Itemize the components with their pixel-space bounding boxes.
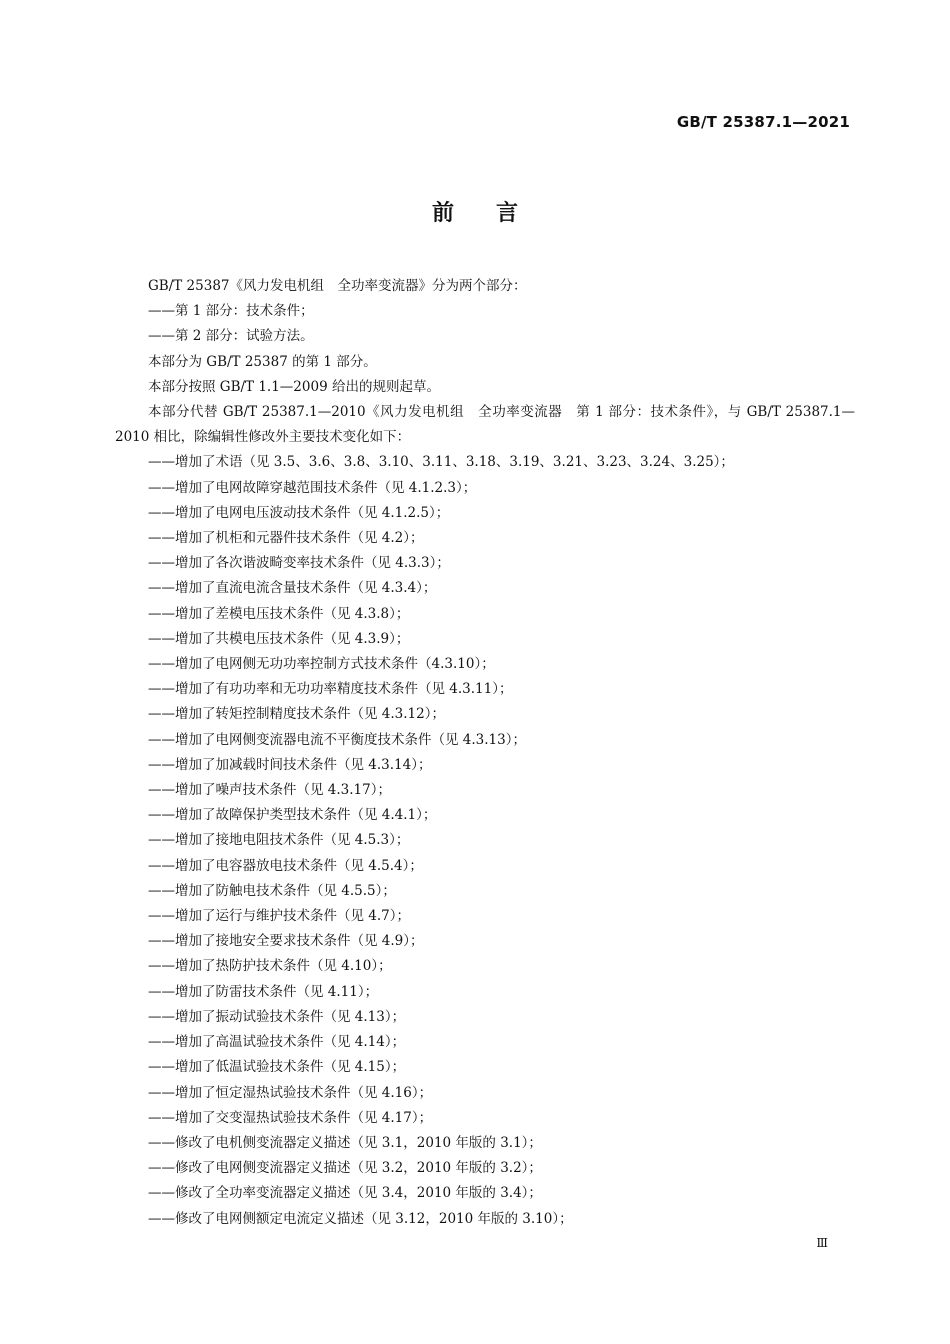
list-item: ——增加了有功功率和无功功率精度技术条件（见 4.3.11）； [148, 681, 513, 698]
list-item: ——增加了防触电技术条件（见 4.5.5）； [148, 882, 396, 899]
list-item: ——增加了机柜和元器件技术条件（见 4.2）； [148, 530, 424, 547]
list-item: ——增加了防雷技术条件（见 4.11）； [148, 983, 379, 1000]
list-item: ——修改了电网侧额定电流定义描述（见 3.12，2010 年版的 3.10）； [148, 1210, 573, 1227]
list-item: ——第 2 部分：试验方法。 [148, 328, 314, 345]
list-item: ——第 1 部分：技术条件； [148, 303, 314, 320]
paragraph: 本部分按照 GB/T 1.1—2009 给出的规则起草。 [148, 378, 440, 395]
list-item: ——增加了转矩控制精度技术条件（见 4.3.12）； [148, 706, 445, 723]
list-item: ——增加了加减载时间技术条件（见 4.3.14）； [148, 756, 432, 773]
list-item: ——增加了运行与维护技术条件（见 4.7）； [148, 908, 411, 925]
page-title: 前言 [431, 201, 560, 226]
list-item: ——增加了电网电压波动技术条件（见 4.1.2.5）； [148, 504, 450, 521]
list-item: ——增加了接地电阻技术条件（见 4.5.3）； [148, 832, 410, 849]
list-item: ——增加了电网侧变流器电流不平衡度技术条件（见 4.3.13）； [148, 731, 526, 748]
list-item: ——增加了噪声技术条件（见 4.3.17）； [148, 782, 391, 799]
list-item: ——增加了直流电流含量技术条件（见 4.3.4）； [148, 580, 437, 597]
list-item: ——增加了交变湿热试验技术条件（见 4.17）； [148, 1109, 433, 1126]
list-item: ——修改了电机侧变流器定义描述（见 3.1，2010 年版的 3.1）； [148, 1134, 542, 1151]
list-item: ——增加了高温试验技术条件（见 4.14）； [148, 1034, 406, 1051]
list-item: ——增加了低温试验技术条件（见 4.15）； [148, 1059, 406, 1076]
list-item: ——增加了差模电压技术条件（见 4.3.8）； [148, 605, 410, 622]
list-item: ——增加了各次谐波畸变率技术条件（见 4.3.3）； [148, 555, 450, 572]
list-item: ——增加了故障保护类型技术条件（见 4.4.1）； [148, 807, 437, 824]
standard-code: GB/T 25387.1—2021 [676, 113, 850, 131]
page-number: Ⅲ [816, 1236, 828, 1250]
list-item: ——增加了共模电压技术条件（见 4.3.9）； [148, 630, 410, 647]
list-item: ——增加了电网故障穿越范围技术条件（见 4.1.2.3）； [148, 479, 477, 496]
list-item: ——增加了振动试验技术条件（见 4.13）； [148, 1008, 406, 1025]
list-item: ——增加了术语（见 3.5、3.6、3.8、3.10、3.11、3.18、3.19、3.21、3.23、3.24、3.25）； [148, 454, 734, 471]
list-item: ——增加了热防护技术条件（见 4.10）； [148, 958, 392, 975]
list-item: ——增加了电容器放电技术条件（见 4.5.4）； [148, 857, 423, 874]
list-item: ——修改了电网侧变流器定义描述（见 3.2，2010 年版的 3.2）； [148, 1160, 542, 1177]
document-body [115, 274, 855, 1232]
paragraph: GB/T 25387《风力发电机组 全功率变流器》分为两个部分： [148, 278, 527, 294]
list-item: ——增加了恒定湿热试验技术条件（见 4.16）； [148, 1084, 433, 1101]
paragraph: 本部分为 GB/T 25387 的第 1 部分。 [148, 353, 377, 370]
list-item: ——增加了接地安全要求技术条件（见 4.9）； [148, 933, 424, 950]
list-item: ——增加了电网侧无功功率控制方式技术条件（4.3.10）； [148, 656, 495, 673]
list-item: ——修改了全功率变流器定义描述（见 3.4，2010 年版的 3.4）； [148, 1185, 542, 1202]
paragraph: 本部分代替 GB/T 25387.1—2010《风力发电机组 全功率变流器 第 1 部分：技术条件》，与 GB/T 25387.1—2010 相比，除编辑性修改外主要技术变化如下： [115, 404, 855, 446]
